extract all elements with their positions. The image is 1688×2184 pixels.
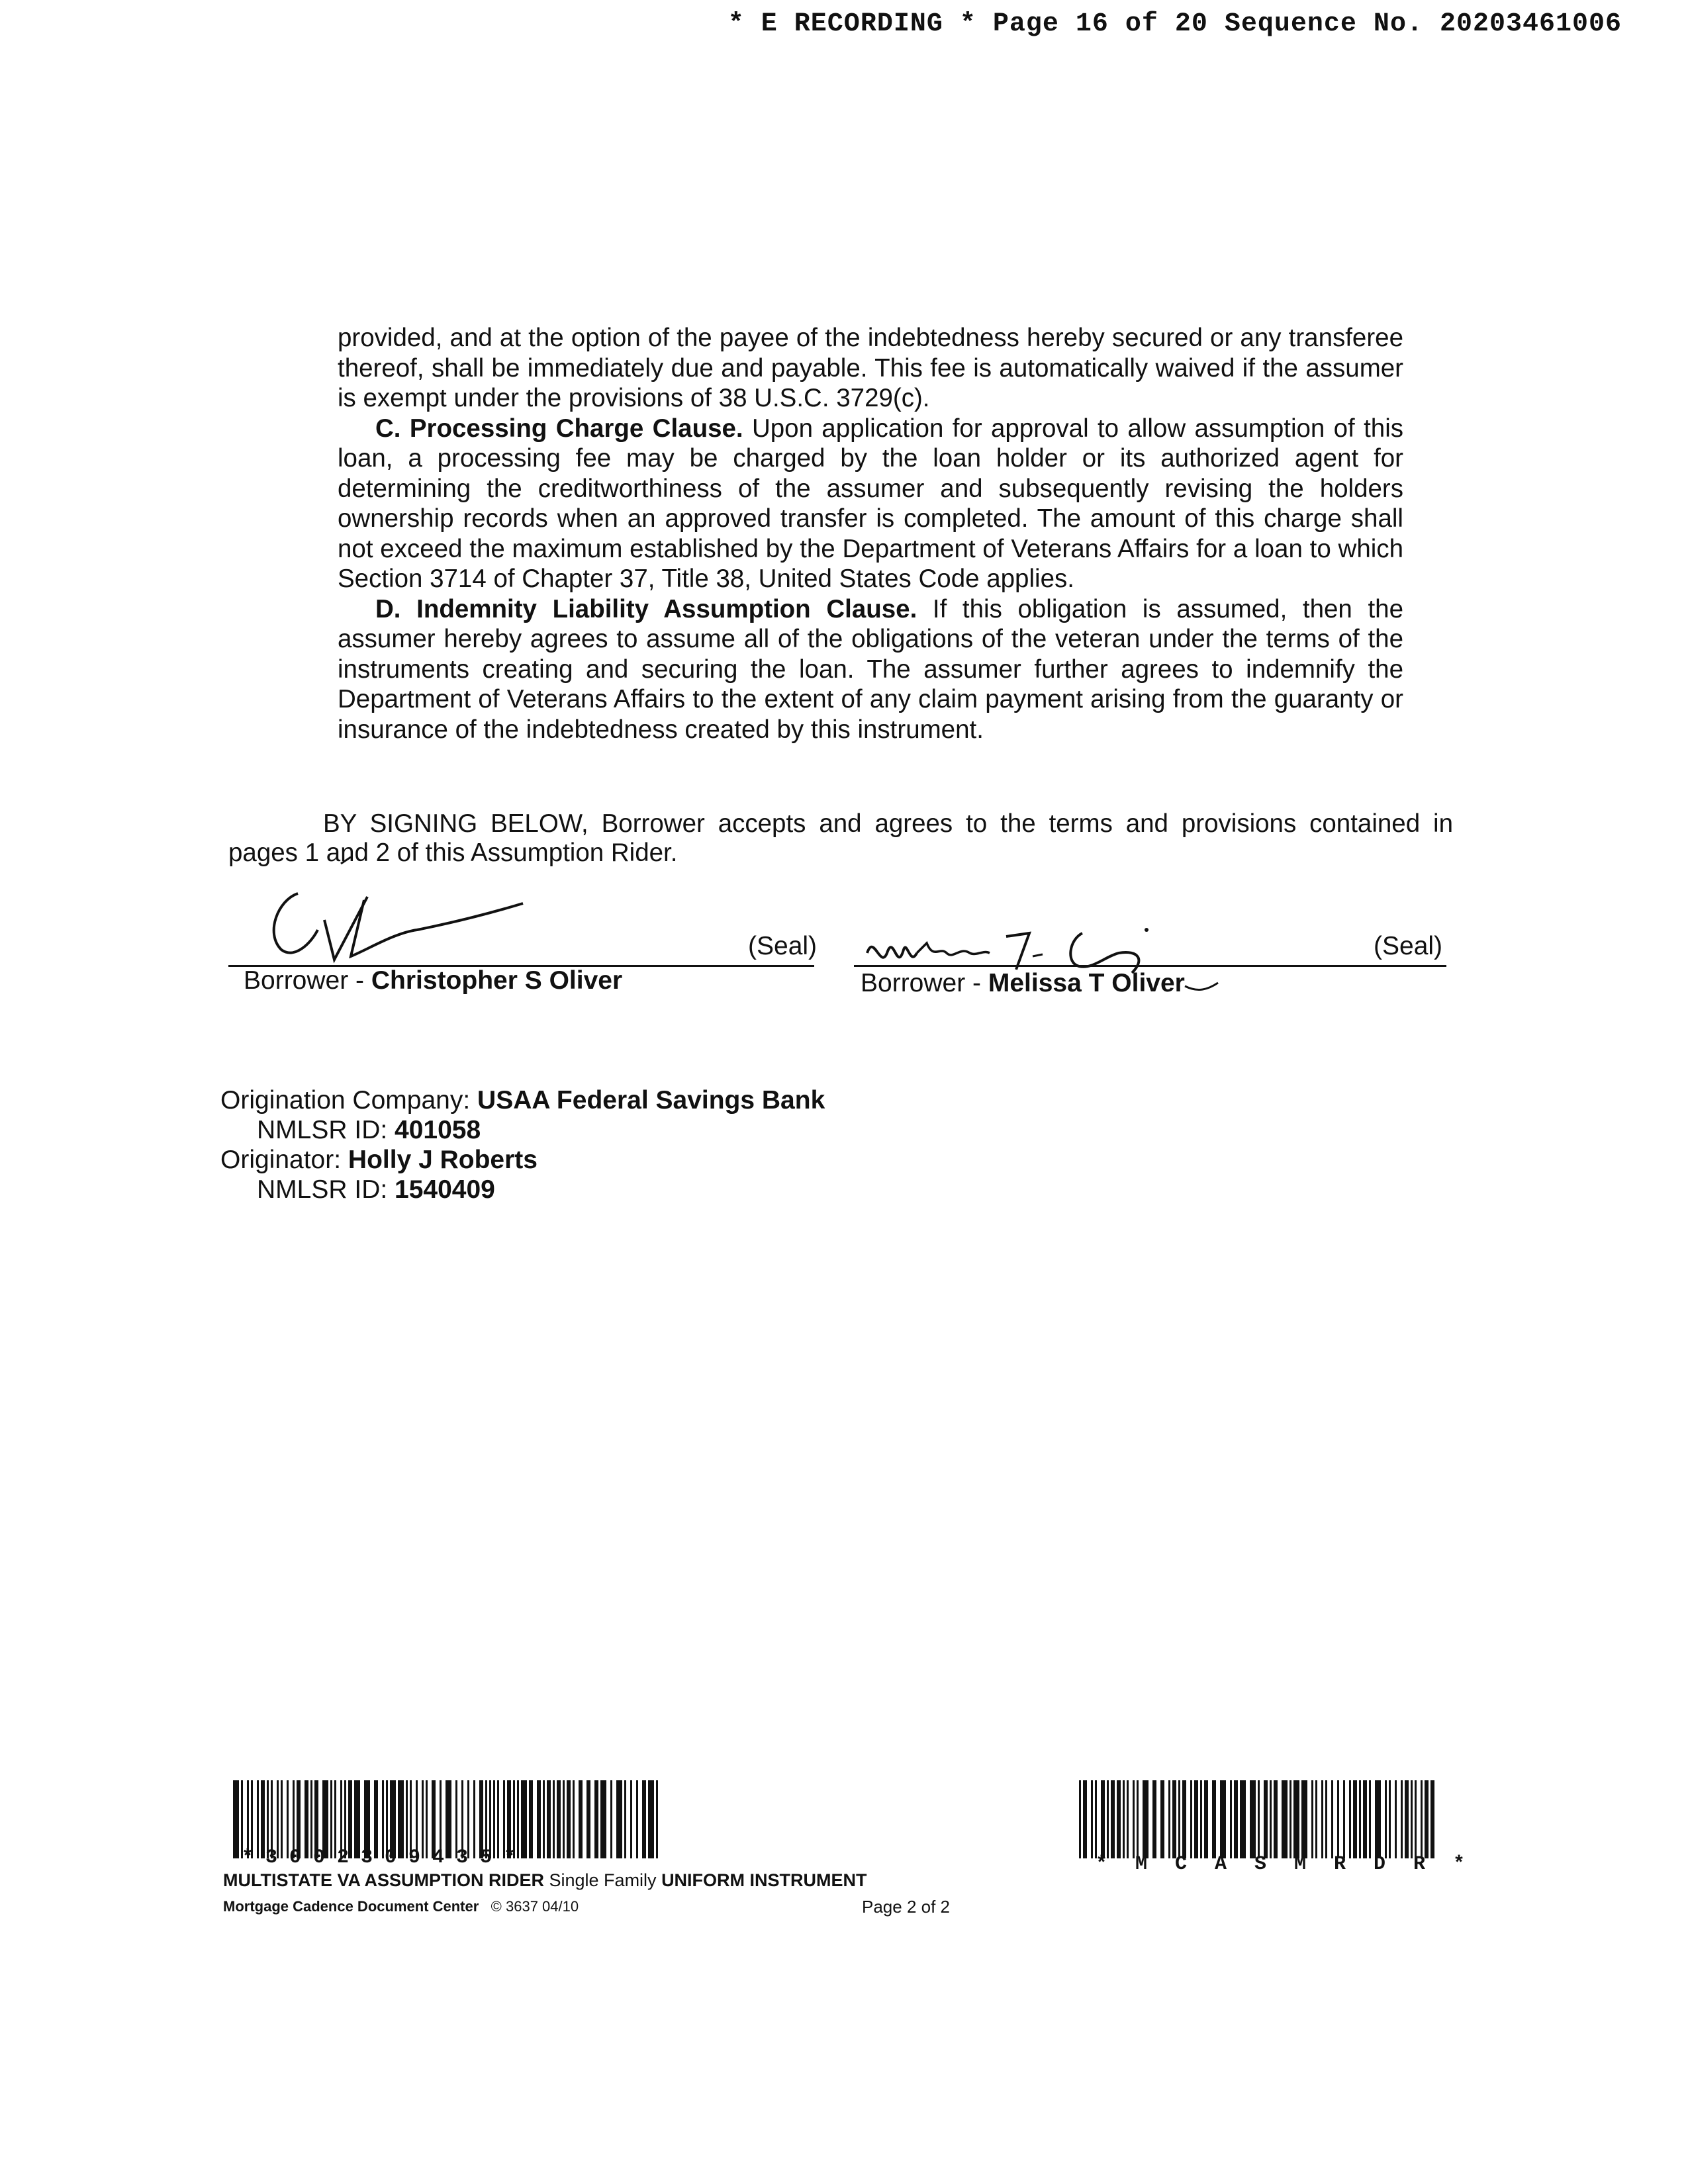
barcode-bar <box>1401 1780 1403 1858</box>
barcode-bar <box>600 1780 606 1858</box>
barcode-bar <box>1363 1780 1367 1858</box>
originator-line <box>220 1145 825 1175</box>
form-title <box>223 1870 867 1891</box>
barcode-bar <box>1091 1780 1093 1858</box>
barcode-bar <box>1325 1780 1327 1858</box>
barcode-bar <box>557 1780 561 1858</box>
barcode-bar <box>1204 1780 1208 1858</box>
barcode-bar <box>1349 1780 1351 1858</box>
barcode-bar <box>1230 1780 1232 1858</box>
originator-nmlsr-id: 1540409 <box>395 1175 495 1204</box>
company-nmlsr-label: NMLSR ID: <box>257 1116 395 1144</box>
barcode-bar <box>1200 1780 1202 1858</box>
form-title-normal: Single Family <box>544 1870 662 1890</box>
barcode-bar <box>1133 1780 1135 1858</box>
barcode-bar <box>1301 1780 1307 1858</box>
barcode-bar <box>1107 1780 1109 1858</box>
barcode-bar <box>567 1780 571 1858</box>
barcode-bar <box>1182 1780 1186 1858</box>
form-title-instrument: UNIFORM INSTRUMENT <box>661 1870 867 1890</box>
barcode-bar <box>1293 1780 1299 1858</box>
signing-line-1: BY SIGNING BELOW, Borrower accepts and agrees to the terms and provisions contained in <box>323 809 1453 838</box>
barcode-bar <box>1117 1780 1121 1858</box>
barcode-bar <box>1137 1780 1139 1858</box>
barcode-bar <box>656 1780 658 1858</box>
barcode-bar <box>1343 1780 1345 1858</box>
seal-label-2: (Seal) <box>1374 932 1443 960</box>
barcode-right <box>1078 1780 1435 1858</box>
barcode-bar <box>1123 1780 1125 1858</box>
barcode-bar <box>1375 1780 1381 1858</box>
barcode-bar <box>1315 1780 1317 1858</box>
barcode-bar <box>547 1780 551 1858</box>
barcode-bar <box>642 1780 646 1858</box>
barcode-bar <box>1083 1780 1087 1858</box>
form-footer <box>223 1898 964 1915</box>
document-center: Mortgage Cadence Document Center <box>223 1898 479 1915</box>
barcode-bar <box>594 1780 598 1858</box>
barcode-bar <box>517 1780 519 1858</box>
barcode-bar <box>1270 1780 1272 1858</box>
barcode-bar <box>1250 1780 1256 1858</box>
barcode-bar <box>1240 1780 1246 1858</box>
barcode-bar <box>648 1780 654 1858</box>
barcode-bar <box>624 1780 626 1858</box>
barcode-bar <box>529 1780 533 1858</box>
clause-d-title: D. Indemnity Liability Assumption Clause. <box>375 594 917 623</box>
barcode-bar <box>1353 1780 1357 1858</box>
barcode-bar <box>1289 1780 1291 1858</box>
barcode-bar <box>1101 1780 1105 1858</box>
barcode-bar <box>1415 1780 1417 1858</box>
barcode-bar <box>1172 1780 1176 1858</box>
originator-name: Holly J Roberts <box>348 1146 538 1174</box>
borrower-prefix-1: Borrower - <box>244 966 371 995</box>
clause-d-text: If this obligation is assumed, then the assumer hereby agrees to assume all of the obligations of the veteran under the terms of the instruments creating and securing the loan. The assumer further agrees to indemnify the Department of Veterans Affairs to the extent of any claim payment arising from the guaranty or insurance of the indebtedness created by this instrument. <box>338 594 1403 744</box>
barcode-bar <box>1430 1780 1434 1858</box>
barcode-bar <box>1190 1780 1192 1858</box>
barcode-bar <box>579 1780 583 1858</box>
borrower-1-label <box>244 966 622 995</box>
barcode-bar <box>1264 1780 1268 1858</box>
barcode-bar <box>1411 1780 1413 1858</box>
signing-line-2: pages 1 and 2 of this Assumption Rider. <box>228 839 678 867</box>
barcode-bar <box>636 1780 638 1858</box>
origination-info <box>220 1085 825 1205</box>
company-nmlsr-line <box>220 1115 825 1145</box>
barcode-bar <box>1258 1780 1260 1858</box>
barcode-bar <box>1405 1780 1409 1858</box>
originator-nmlsr-label: NMLSR ID: <box>257 1175 395 1204</box>
barcode-bar <box>1425 1780 1429 1858</box>
signature-line-2 <box>854 965 1446 967</box>
barcode-bar <box>1212 1780 1216 1858</box>
barcode-bar <box>553 1780 555 1858</box>
barcode-bar <box>1127 1780 1129 1858</box>
signature-christopher <box>252 837 543 970</box>
barcode-bar <box>1220 1780 1226 1858</box>
paragraph-continuation: provided, and at the option of the payee of the indebtedness hereby secured or any transferee thereof, shall be immediately due and payable. This fee is automatically waived if the assumer is exempt under the provisions of 38 U.S.C. 3729(c). <box>338 324 1403 412</box>
barcode-bar <box>573 1780 575 1858</box>
barcode-bar <box>1359 1780 1361 1858</box>
barcode-bar <box>586 1780 590 1858</box>
barcode-right-text: * M C A S M R D R * <box>1096 1853 1474 1876</box>
processing-charge-clause <box>338 414 1403 594</box>
clause-c-text: Upon application for approval to allow assumption of this loan, a processing fee may be charged by the loan holder or its authorized agent for determining the creditworthiness of the assumer and subsequently revising the holders ownership records when an approved transfer is completed. The amount of this charge shall not exceed the maximum established by the Department of Veterans Affairs for a loan to which Section 3714 of Chapter 37, Title 38, United States Code applies. <box>338 414 1403 593</box>
barcode-bar <box>1178 1780 1180 1858</box>
indemnity-liability-clause <box>338 594 1403 745</box>
barcode-bar <box>1160 1780 1164 1858</box>
company-nmlsr-id: 401058 <box>395 1116 481 1144</box>
barcode-bar <box>1234 1780 1238 1858</box>
barcode-bar <box>1337 1780 1339 1858</box>
barcode-left-text: * 3 0 0 2 3 0 9 4 3 5 * <box>242 1846 516 1869</box>
barcode-bar <box>537 1780 541 1858</box>
rider-body <box>338 323 1403 745</box>
barcode-bar <box>1168 1780 1170 1858</box>
barcode-bar <box>1385 1780 1387 1858</box>
form-code: 3637 04/10 <box>505 1898 579 1915</box>
barcode-bar <box>1395 1780 1397 1858</box>
form-title-bold: MULTISTATE VA ASSUMPTION RIDER <box>223 1870 544 1890</box>
clause-c-title: C. Processing Charge Clause. <box>375 414 743 443</box>
recording-stamp: * E RECORDING * Page 16 of 20 Sequence No. 20203461006 <box>727 9 1622 39</box>
borrower-2-label <box>861 969 1185 998</box>
seal-label-1: (Seal) <box>748 932 818 960</box>
barcode-bar <box>630 1780 632 1858</box>
barcode-bar <box>610 1780 612 1858</box>
barcode-bar <box>1421 1780 1423 1858</box>
barcode-bar <box>1111 1780 1115 1858</box>
barcode-bar <box>1389 1780 1391 1858</box>
barcode-bar <box>1095 1780 1097 1858</box>
barcode-bar <box>1331 1780 1333 1858</box>
barcode-bar <box>1274 1780 1278 1858</box>
originator-nmlsr-line <box>220 1175 825 1205</box>
barcode-bar <box>233 1780 239 1858</box>
barcode-bar <box>1369 1780 1371 1858</box>
barcode-bar <box>521 1780 527 1858</box>
borrower-2-name: Melissa T Oliver <box>988 969 1185 997</box>
page-number: Page 2 of 2 <box>862 1897 950 1917</box>
barcode-bar <box>1311 1780 1313 1858</box>
barcode-bar <box>1282 1780 1288 1858</box>
origination-company: USAA Federal Savings Bank <box>477 1086 825 1115</box>
barcode-bar <box>1143 1780 1149 1858</box>
borrower-prefix-2: Borrower - <box>861 969 988 997</box>
copyright-symbol: © <box>491 1898 502 1915</box>
barcode-bar <box>563 1780 565 1858</box>
barcode-bar <box>1194 1780 1198 1858</box>
barcode-bar <box>1321 1780 1323 1858</box>
originator-label: Originator: <box>220 1146 348 1174</box>
origination-company-line <box>220 1085 825 1115</box>
barcode-bar <box>1152 1780 1156 1858</box>
barcode-bar <box>543 1780 545 1858</box>
origination-company-label: Origination Company: <box>220 1086 478 1115</box>
barcode-bar <box>616 1780 622 1858</box>
barcode-bar <box>1079 1780 1081 1858</box>
borrower-1-name: Christopher S Oliver <box>371 966 623 995</box>
